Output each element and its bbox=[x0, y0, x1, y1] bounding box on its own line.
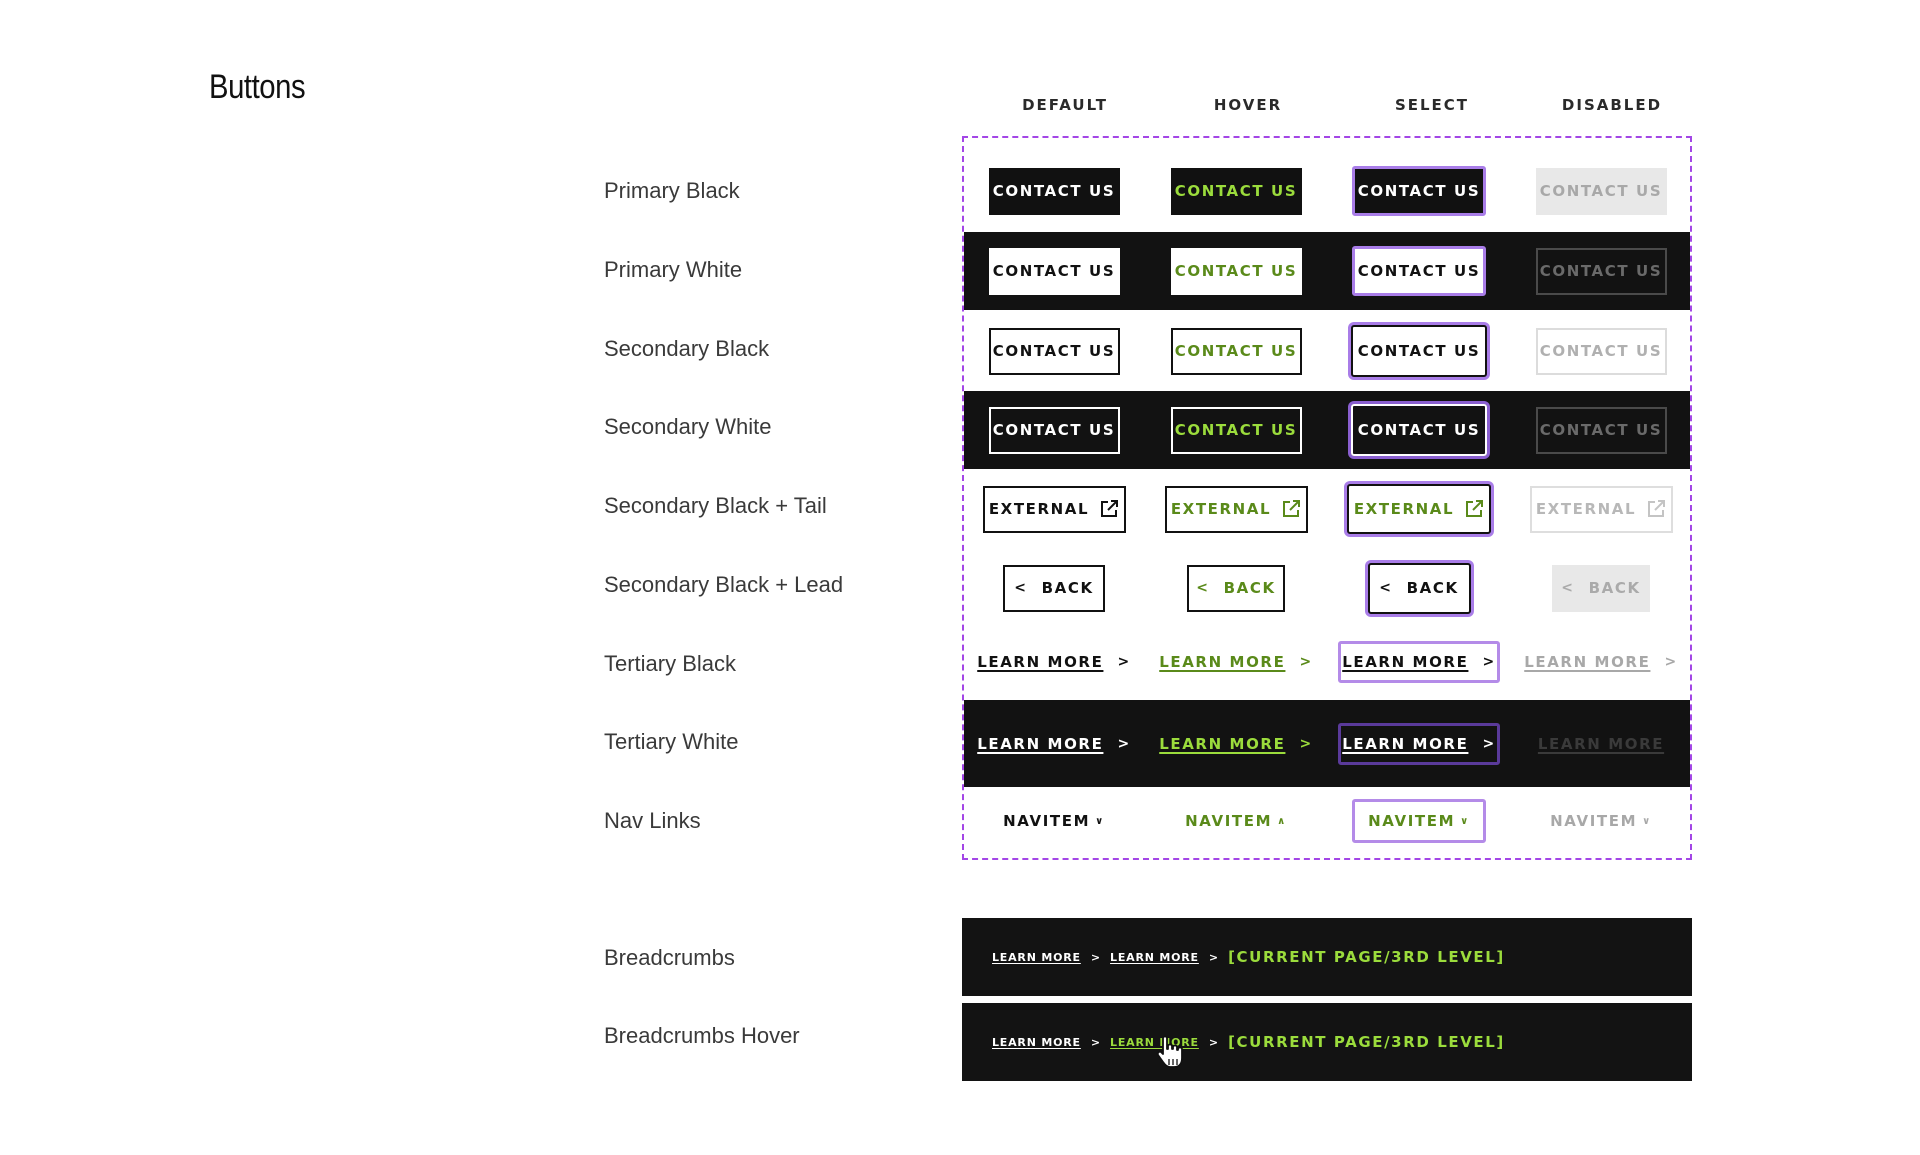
nav-item-label: NAVITEM bbox=[1185, 812, 1273, 830]
secondary-black-default-button[interactable]: CONTACT US bbox=[989, 328, 1120, 375]
breadcrumb-separator: > bbox=[1090, 950, 1101, 964]
chevron-down-icon: ∨ bbox=[1095, 815, 1105, 827]
column-header-hover: HOVER bbox=[1213, 96, 1283, 114]
chevron-left-icon: < bbox=[1379, 580, 1393, 596]
learn-more-label: LEARN MORE bbox=[1524, 653, 1651, 671]
learn-more-label: LEARN MORE bbox=[977, 735, 1104, 753]
tertiary-black-hover-link[interactable] bbox=[1159, 641, 1313, 683]
secondary-black-select-button[interactable]: CONTACT US bbox=[1351, 325, 1487, 377]
secondary-black-hover-button[interactable]: CONTACT US bbox=[1171, 328, 1302, 375]
primary-black-select-button[interactable]: CONTACT US bbox=[1352, 166, 1486, 216]
learn-more-label: LEARN MORE bbox=[1159, 653, 1286, 671]
nav-link-select[interactable] bbox=[1352, 799, 1486, 843]
external-label: EXTERNAL bbox=[1353, 500, 1455, 518]
tertiary-black-select-link[interactable] bbox=[1338, 641, 1500, 683]
row-label-nav-links: Nav Links bbox=[604, 808, 701, 833]
chevron-left-icon: < bbox=[1014, 580, 1028, 596]
external-link-icon bbox=[1281, 499, 1301, 519]
breadcrumb-separator: > bbox=[1208, 1035, 1219, 1049]
breadcrumb-link-2[interactable]: LEARN MORE bbox=[1110, 1035, 1199, 1049]
breadcrumb-separator: > bbox=[1090, 1035, 1101, 1049]
external-disabled-button bbox=[1530, 486, 1673, 533]
chevron-right-icon: > bbox=[1664, 654, 1678, 670]
secondary-white-select-button[interactable]: CONTACT US bbox=[1351, 404, 1487, 456]
breadcrumb-link-1[interactable]: LEARN MORE bbox=[992, 1035, 1081, 1049]
row-label-secondary-white: Secondary White bbox=[604, 414, 772, 439]
primary-black-hover-button[interactable]: CONTACT US bbox=[1171, 168, 1302, 215]
chevron-right-icon: > bbox=[1482, 654, 1496, 670]
learn-more-label: LEARN MORE bbox=[1537, 735, 1665, 753]
row-label-secondary-black: Secondary Black bbox=[604, 336, 770, 361]
primary-white-default-button[interactable]: CONTACT US bbox=[989, 248, 1120, 295]
secondary-white-default-button[interactable]: CONTACT US bbox=[989, 407, 1120, 454]
breadcrumb-current: [CURRENT PAGE/3RD LEVEL] bbox=[1228, 948, 1505, 966]
external-default-button[interactable] bbox=[983, 486, 1126, 533]
chevron-down-icon: ∨ bbox=[1460, 815, 1470, 827]
external-link-icon bbox=[1099, 499, 1119, 519]
learn-more-label: LEARN MORE bbox=[1342, 653, 1469, 671]
chevron-right-icon: > bbox=[1299, 736, 1313, 752]
external-label: EXTERNAL bbox=[988, 500, 1090, 518]
back-label: BACK bbox=[1223, 579, 1276, 597]
breadcrumb-separator: > bbox=[1208, 950, 1219, 964]
row-label-secondary-black-tail: Secondary Black + Tail bbox=[604, 493, 827, 518]
nav-link-disabled bbox=[1550, 799, 1652, 843]
external-link-icon bbox=[1646, 499, 1666, 519]
column-header-select: SELECT bbox=[1394, 96, 1470, 114]
breadcrumb-link-1[interactable]: LEARN MORE bbox=[992, 950, 1081, 964]
breadcrumb-link-2[interactable]: LEARN MORE bbox=[1110, 950, 1199, 964]
back-select-button[interactable] bbox=[1368, 563, 1471, 614]
secondary-white-hover-button[interactable]: CONTACT US bbox=[1171, 407, 1302, 454]
learn-more-label: LEARN MORE bbox=[1342, 735, 1469, 753]
column-header-disabled: DISABLED bbox=[1561, 96, 1663, 114]
breadcrumb-hover bbox=[962, 1003, 1692, 1081]
row-label-breadcrumbs: Breadcrumbs bbox=[604, 945, 735, 970]
back-label: BACK bbox=[1406, 579, 1459, 597]
tertiary-black-default-link[interactable] bbox=[977, 641, 1131, 683]
page-title: Buttons bbox=[209, 68, 306, 106]
external-label: EXTERNAL bbox=[1170, 500, 1272, 518]
chevron-left-icon: < bbox=[1196, 580, 1210, 596]
nav-item-label: NAVITEM bbox=[1003, 812, 1091, 830]
chevron-up-icon: ∧ bbox=[1277, 815, 1287, 827]
primary-black-default-button[interactable]: CONTACT US bbox=[989, 168, 1120, 215]
primary-white-select-button[interactable]: CONTACT US bbox=[1352, 246, 1486, 296]
row-label-secondary-black-lead: Secondary Black + Lead bbox=[604, 572, 844, 597]
nav-item-label: NAVITEM bbox=[1550, 812, 1638, 830]
chevron-left-icon: < bbox=[1561, 580, 1575, 596]
tertiary-white-default-link[interactable] bbox=[977, 723, 1131, 765]
back-default-button[interactable] bbox=[1003, 565, 1105, 612]
chevron-down-icon: ∨ bbox=[1642, 815, 1652, 827]
back-label: BACK bbox=[1588, 579, 1641, 597]
secondary-black-disabled-button: CONTACT US bbox=[1536, 328, 1667, 375]
row-label-primary-white: Primary White bbox=[604, 257, 743, 282]
hand-pointer-icon bbox=[1155, 1035, 1185, 1076]
back-hover-button[interactable] bbox=[1187, 565, 1285, 612]
learn-more-label: LEARN MORE bbox=[977, 653, 1104, 671]
primary-white-disabled-button: CONTACT US bbox=[1536, 248, 1667, 295]
tertiary-black-disabled-link bbox=[1524, 641, 1678, 683]
breadcrumb-current: [CURRENT PAGE/3RD LEVEL] bbox=[1228, 1033, 1505, 1051]
primary-black-disabled-button: CONTACT US bbox=[1536, 168, 1667, 215]
column-header-default: DEFAULT bbox=[1022, 96, 1108, 114]
external-link-icon bbox=[1464, 499, 1484, 519]
learn-more-label: LEARN MORE bbox=[1159, 735, 1286, 753]
nav-link-default[interactable] bbox=[1003, 799, 1105, 843]
chevron-right-icon: > bbox=[1117, 736, 1131, 752]
row-label-tertiary-black: Tertiary Black bbox=[604, 651, 737, 676]
external-hover-button[interactable] bbox=[1165, 486, 1308, 533]
breadcrumb bbox=[962, 918, 1692, 996]
chevron-right-icon: > bbox=[1299, 654, 1313, 670]
external-select-button[interactable] bbox=[1347, 484, 1491, 534]
nav-link-hover[interactable] bbox=[1185, 799, 1287, 843]
row-label-tertiary-white: Tertiary White bbox=[604, 729, 739, 754]
chevron-right-icon: > bbox=[1117, 654, 1131, 670]
back-label: BACK bbox=[1041, 579, 1094, 597]
row-label-primary-black: Primary Black bbox=[604, 178, 740, 203]
primary-white-hover-button[interactable]: CONTACT US bbox=[1171, 248, 1302, 295]
back-disabled-button bbox=[1552, 565, 1650, 612]
chevron-right-icon: > bbox=[1482, 736, 1496, 752]
row-label-breadcrumbs-hover: Breadcrumbs Hover bbox=[604, 1023, 800, 1048]
tertiary-white-hover-link[interactable] bbox=[1159, 723, 1313, 765]
tertiary-white-select-link[interactable] bbox=[1338, 723, 1500, 765]
tertiary-white-disabled-link bbox=[1538, 723, 1664, 765]
nav-item-label: NAVITEM bbox=[1368, 812, 1456, 830]
secondary-white-disabled-button: CONTACT US bbox=[1536, 407, 1667, 454]
external-label: EXTERNAL bbox=[1535, 500, 1637, 518]
